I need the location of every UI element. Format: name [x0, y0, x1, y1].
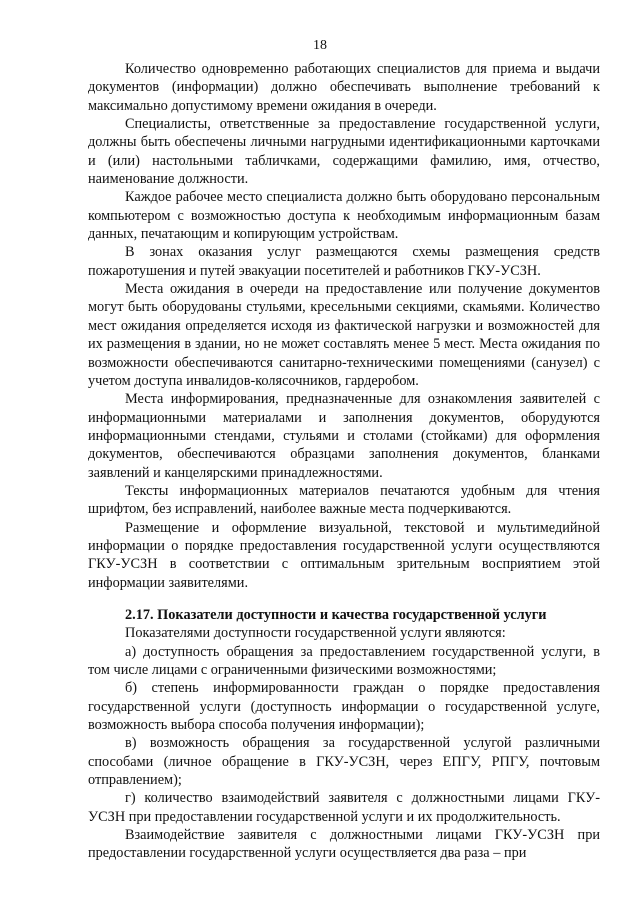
paragraph-evacuation-schemes: В зонах оказания услуг размещаются схемы размещения средств пожаротушения и путей эвакуации посетителей и работников ГКУ-УСЗН.	[88, 244, 600, 279]
list-item-v: в) возможность обращения за государственной услугой различными способами (личное обращение в ГКУ-УСЗН, через ЕПГУ, РПГУ, почтовым отправлением);	[88, 735, 600, 789]
paragraph-specialists-count: Количество одновременно работающих специалистов для приема и выдачи документов (информации) должно обеспечивать выполнение требований к максимально допустимому времени ожидания в очереди.	[88, 61, 600, 114]
paragraph-interaction: Взаимодействие заявителя с должностными лицами ГКУ-УСЗН при предоставлении государственной услуги осуществляется два раза – при	[88, 827, 600, 862]
paragraph-accessibility-intro: Показателями доступности государственной услуги являются:	[125, 625, 506, 642]
list-item-a: а) доступность обращения за предоставлением государственной услуги, в том числе лицами с ограниченными физическими возможностями;	[88, 643, 600, 678]
paragraph-information-placement: Размещение и оформление визуальной, текстовой и мультимедийной информации о порядке предоставления государственной услуги осуществляются ГКУ-УСЗН в соответствии с оптимальным зрительным восприятием этой информации заявителями.	[88, 519, 600, 591]
section-heading: 2.17. Показатели доступности и качества государственной услуги	[125, 606, 547, 623]
paragraph-information-texts: Тексты информационных материалов печатаются удобным для чтения шрифтом, без исправлений, наиболее важные места подчеркиваются.	[88, 482, 600, 518]
paragraph-waiting-places: Места ожидания в очереди на предоставление или получение документов могут быть оборудованы стульями, кресельными секциями, скамьями. Количество мест ожидания определяется исходя из фактической нагрузки и возможностей для их размещения в здании, но не может составлять менее 5 мест. Места ожидания по возможности обеспечиваются санитарно-техническими помещениями (санузел) с учетом доступа инвалидов-колясочников, гардеробом.	[88, 281, 600, 389]
paragraph-information-places: Места информирования, предназначенные для ознакомления заявителей с информационными материалами и заполнения документов, оборудуются информационными стендами, стульями и столами (стойками) для оформления документов, обеспечиваются образцами заполнения документов, бланками заявлений и канцелярскими принадлежностями.	[88, 391, 600, 481]
page-number: 18	[313, 38, 327, 53]
paragraph-specialists-badges: Специалисты, ответственные за предоставление государственной услуги, должны быть обеспечены личными нагрудными идентификационными карточками и (или) настольными табличками, содержащими фамилию, имя, отчество, наименование должности.	[88, 116, 600, 188]
document-body	[88, 60, 600, 863]
paragraph-workplace-equipment: Каждое рабочее место специалиста должно быть оборудовано персональным компьютером с возможностью доступа к необходимым информационным базам данных, печатающим и копирующим устройствам.	[88, 189, 600, 243]
list-item-g: г) количество взаимодействий заявителя с должностными лицами ГКУ-УСЗН при предоставлении государственной услуги и их продолжительность.	[88, 790, 600, 825]
list-item-b: б) степень информированности граждан о порядке предоставления государственной услуги (доступность информации о государственной услуге, возможность выбора способа получения информации);	[88, 680, 600, 734]
